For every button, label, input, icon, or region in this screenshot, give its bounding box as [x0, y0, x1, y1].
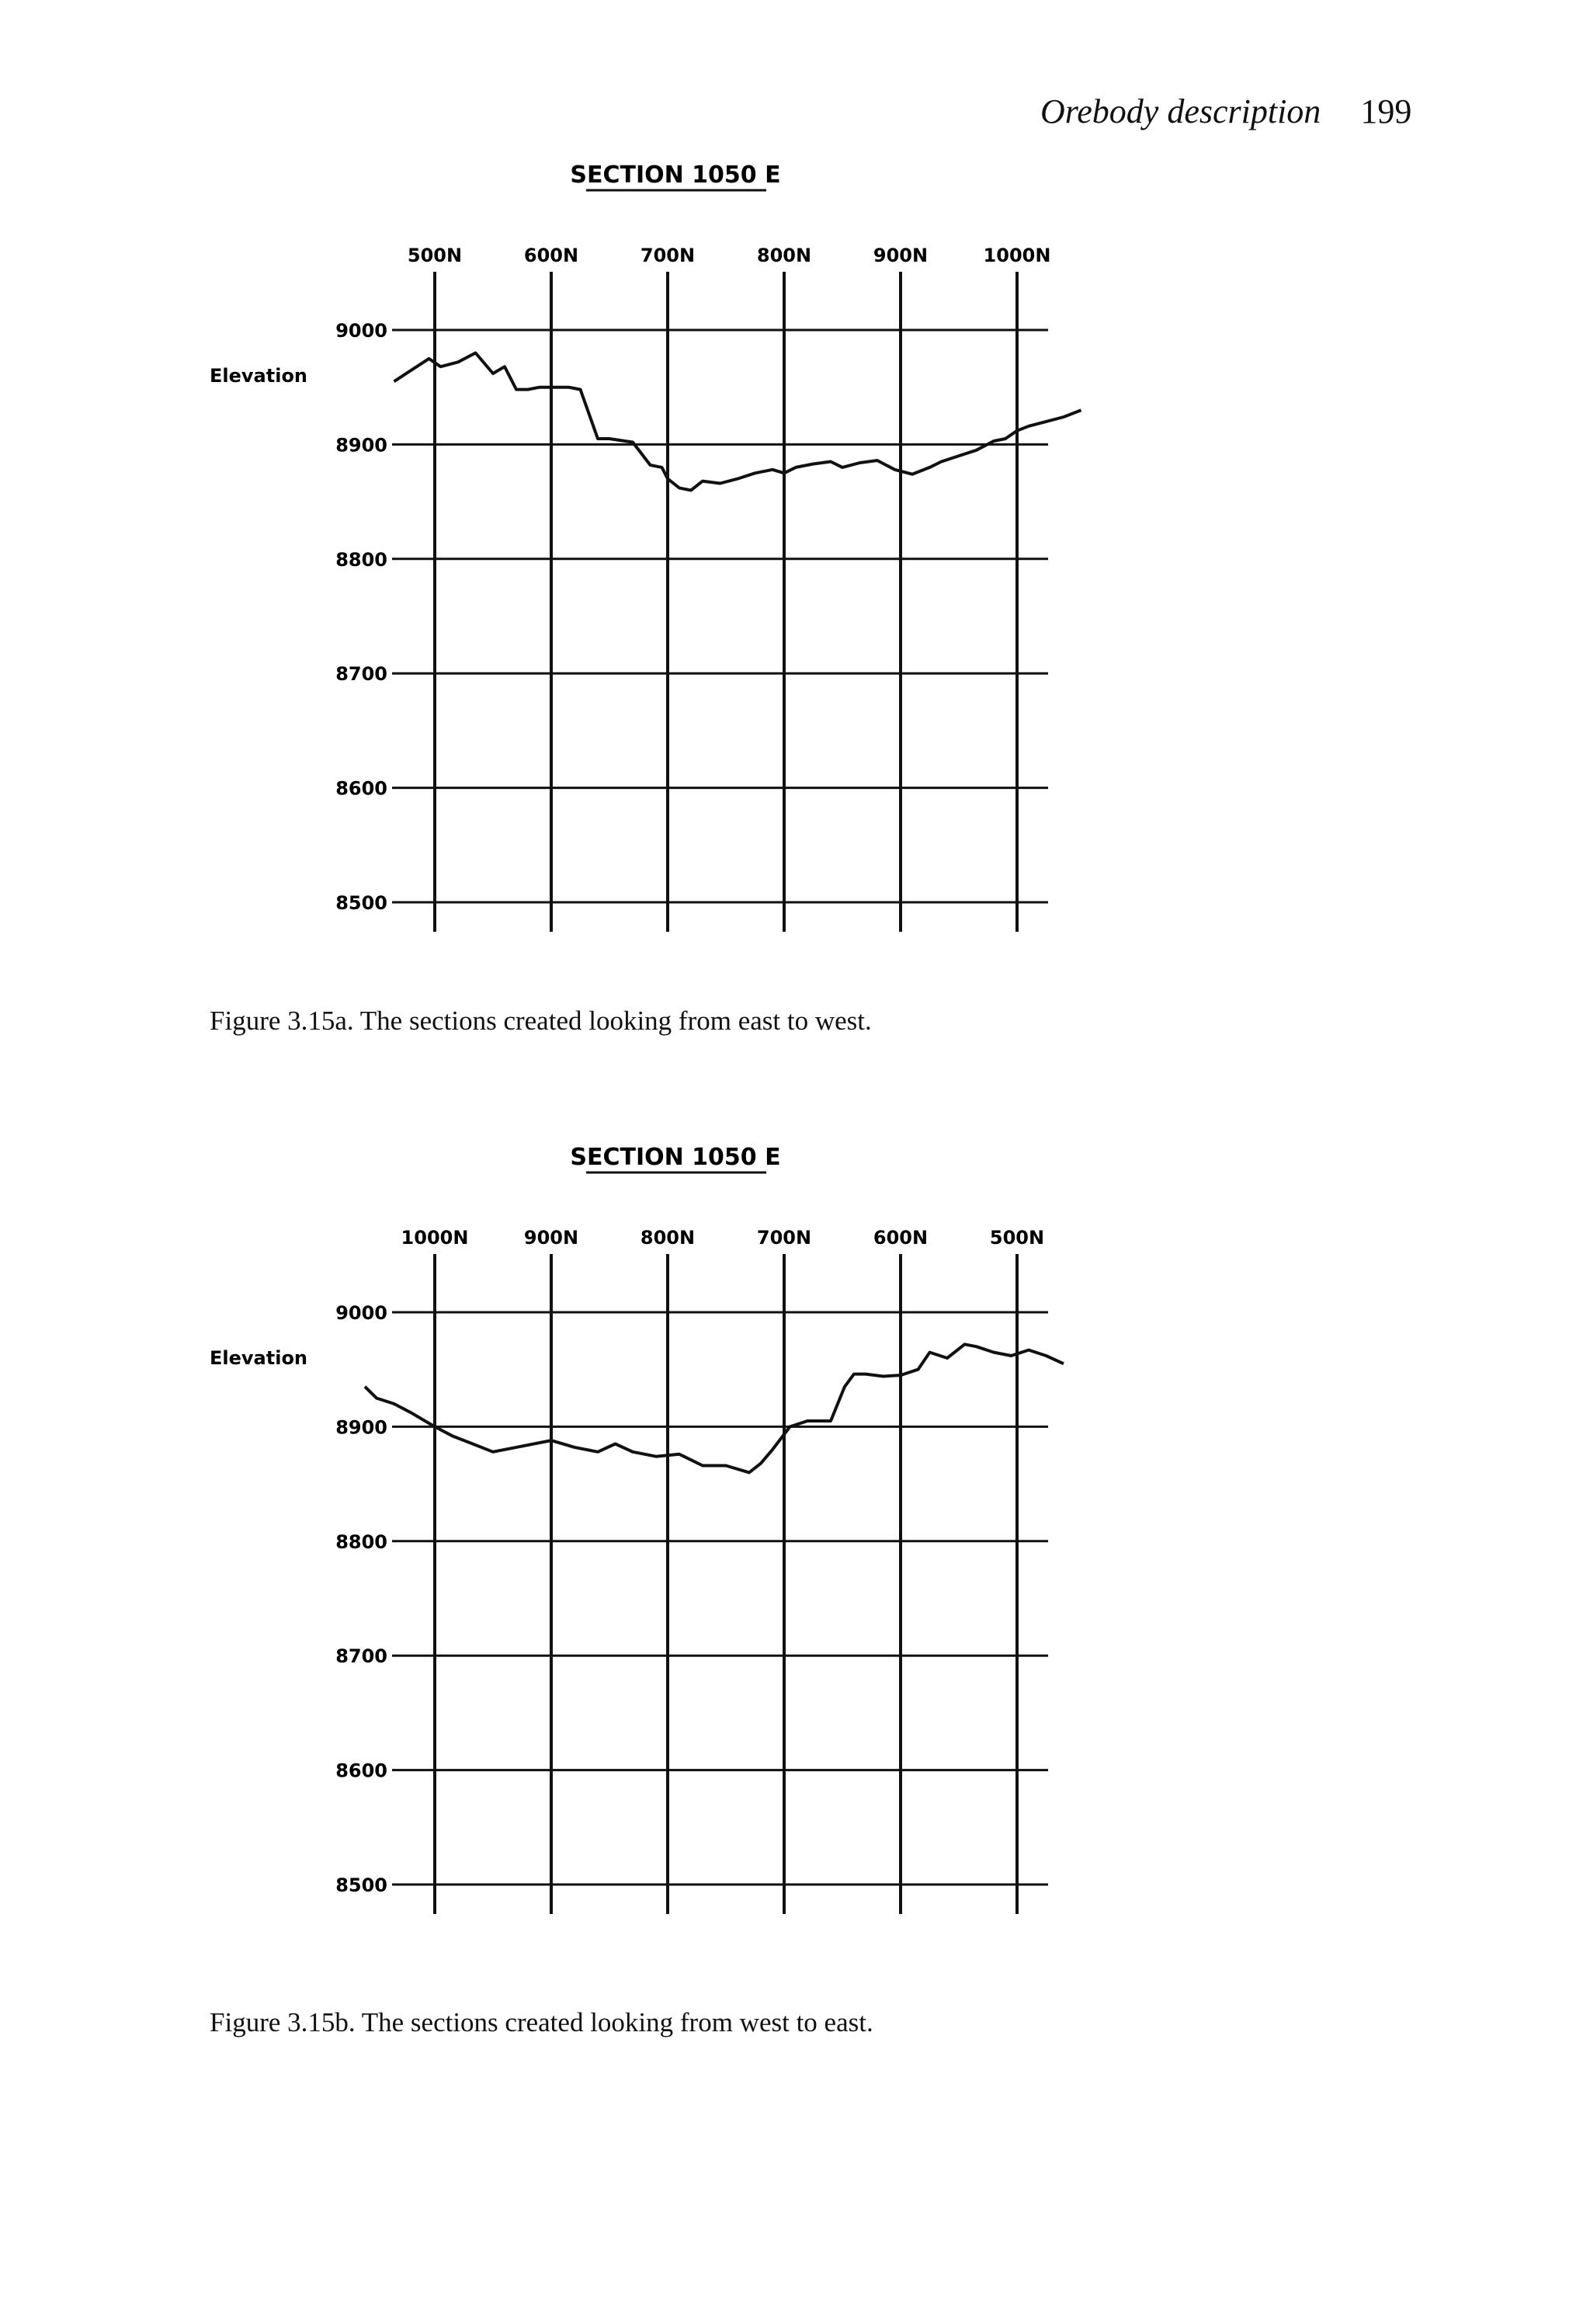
x-tick-label: 600N [873, 1227, 929, 1249]
x-tick-label: 900N [523, 1227, 579, 1249]
running-title: Orebody description [1040, 92, 1321, 130]
y-tick-label: 8600 [335, 777, 387, 800]
chart-title: SECTION 1050 E [570, 1144, 781, 1171]
y-tick-label: 8500 [335, 892, 387, 914]
y-tick-label: 8600 [335, 1760, 387, 1782]
y-tick-label: 8800 [335, 1530, 387, 1553]
y-axis-label: Elevation [210, 365, 308, 387]
y-tick-label: 8700 [335, 663, 387, 686]
x-tick-label: 1000N [983, 245, 1051, 266]
page-number: 199 [1360, 92, 1412, 130]
x-tick-label: 800N [640, 1227, 696, 1249]
x-tick-label: 500N [989, 1227, 1045, 1249]
x-tick-label: 700N [640, 245, 696, 266]
elevation-profile-line [394, 353, 1081, 491]
x-tick-label: 500N [407, 245, 463, 266]
x-tick-label: 900N [873, 245, 929, 266]
figure-caption-a: Figure 3.15a. The sections created looking from east to west. [210, 1006, 872, 1036]
y-tick-label: 9000 [335, 1302, 387, 1324]
y-tick-label: 8700 [335, 1645, 387, 1668]
x-tick-label: 800N [756, 245, 812, 266]
section-chart-svg [194, 155, 1110, 940]
chart-title: SECTION 1050 E [570, 162, 781, 189]
y-axis-label: Elevation [210, 1347, 308, 1369]
chart-section-west-to-east [194, 1138, 1110, 1922]
y-tick-label: 8900 [335, 434, 387, 457]
y-tick-label: 9000 [335, 320, 387, 342]
x-tick-label: 1000N [401, 1227, 469, 1249]
chart-section-east-to-west [194, 155, 1110, 940]
x-tick-label: 700N [756, 1227, 812, 1249]
elevation-profile-line [365, 1344, 1064, 1472]
y-tick-label: 8500 [335, 1874, 387, 1896]
y-tick-label: 8800 [335, 548, 387, 571]
section-chart-svg [194, 1138, 1110, 1922]
figure-caption-b: Figure 3.15b. The sections created looking from west to east. [210, 2007, 873, 2037]
page-header [1040, 92, 1444, 131]
y-tick-label: 8900 [335, 1416, 387, 1439]
x-tick-label: 600N [523, 245, 579, 266]
